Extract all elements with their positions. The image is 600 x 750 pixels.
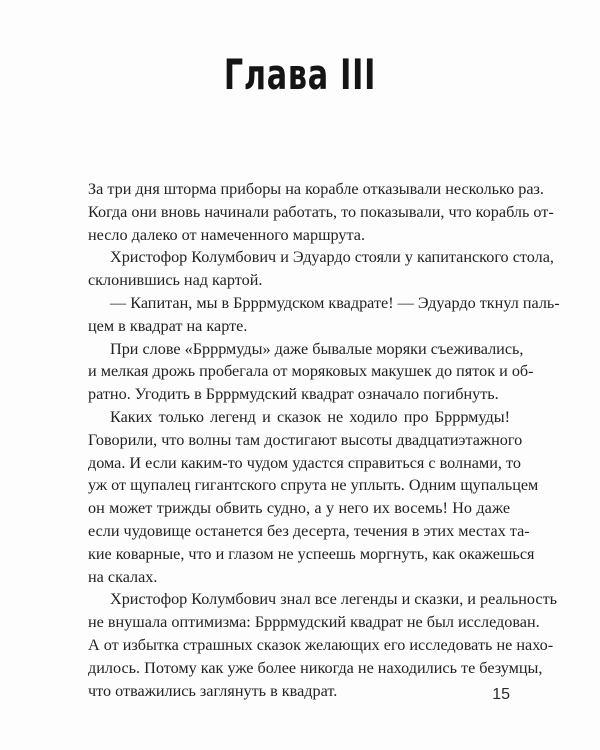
- text-line: При слове «Брррмуды» даже бывалые моряки съеживались,: [110, 339, 524, 358]
- text-line: А от избытка страшных сказок желающих его исследовать не нахо-: [88, 635, 554, 654]
- text-line: не внушала оптимизма: Брррмудский квадрат не был исследован.: [88, 613, 540, 632]
- text-line: уж от щупалец гигантского спрута не уплыть. Одним щупальцем: [88, 476, 539, 495]
- text-line: — Капитан, мы в Брррмудском квадрате! — Эдуардо ткнул паль-: [110, 293, 560, 312]
- text-line: и мелкая дрожь пробегала от моряковых макушек до пяток и об-: [88, 362, 534, 381]
- chapter-body: [88, 178, 560, 702]
- text-line: склонившись над картой.: [88, 271, 263, 290]
- text-line: дилось. Потому как уже более никогда не находились те безумцы,: [88, 658, 543, 677]
- page-number: 15: [492, 686, 510, 703]
- text-line: цем в квадрат на карте.: [88, 316, 248, 335]
- text-line: За три дня шторма приборы на корабле отказывали несколько раз.: [88, 180, 544, 198]
- text-line: Каких только легенд и сказок не ходило про Брррмуды!: [110, 407, 510, 426]
- text-line: несло далеко от намеченного маршрута.: [88, 225, 366, 244]
- text-line: Христофор Колумбович и Эдуардо стояли у капитанского стола,: [110, 248, 554, 267]
- chapter-title: Глава III: [223, 50, 377, 99]
- text-line: кие коварные, что и глазом не успеешь моргнуть, как окажешься: [88, 544, 535, 563]
- text-line: на скалах.: [88, 567, 158, 586]
- text-line: Христофор Колумбович знал все легенды и сказки, и реальность: [110, 590, 558, 609]
- text-line: Когда они вновь начинали работать, то показывали, что корабль от-: [88, 202, 554, 221]
- text-line: дома. И если каким-то чудом удастся справиться с волнами, то: [88, 453, 521, 472]
- text-line: что отважились заглянуть в квадрат.: [88, 681, 338, 700]
- text-line: он может трижды обвить судно, а у него их восемь! Но даже: [88, 499, 510, 518]
- text-line: Говорили, что волны там достигают высоты двадцатиэтажного: [88, 430, 523, 449]
- text-line: если чудовище останется без десерта, течения в этих местах та-: [88, 521, 530, 540]
- text-line: ратно. Угодить в Брррмудский квадрат означало погибнуть.: [88, 385, 499, 404]
